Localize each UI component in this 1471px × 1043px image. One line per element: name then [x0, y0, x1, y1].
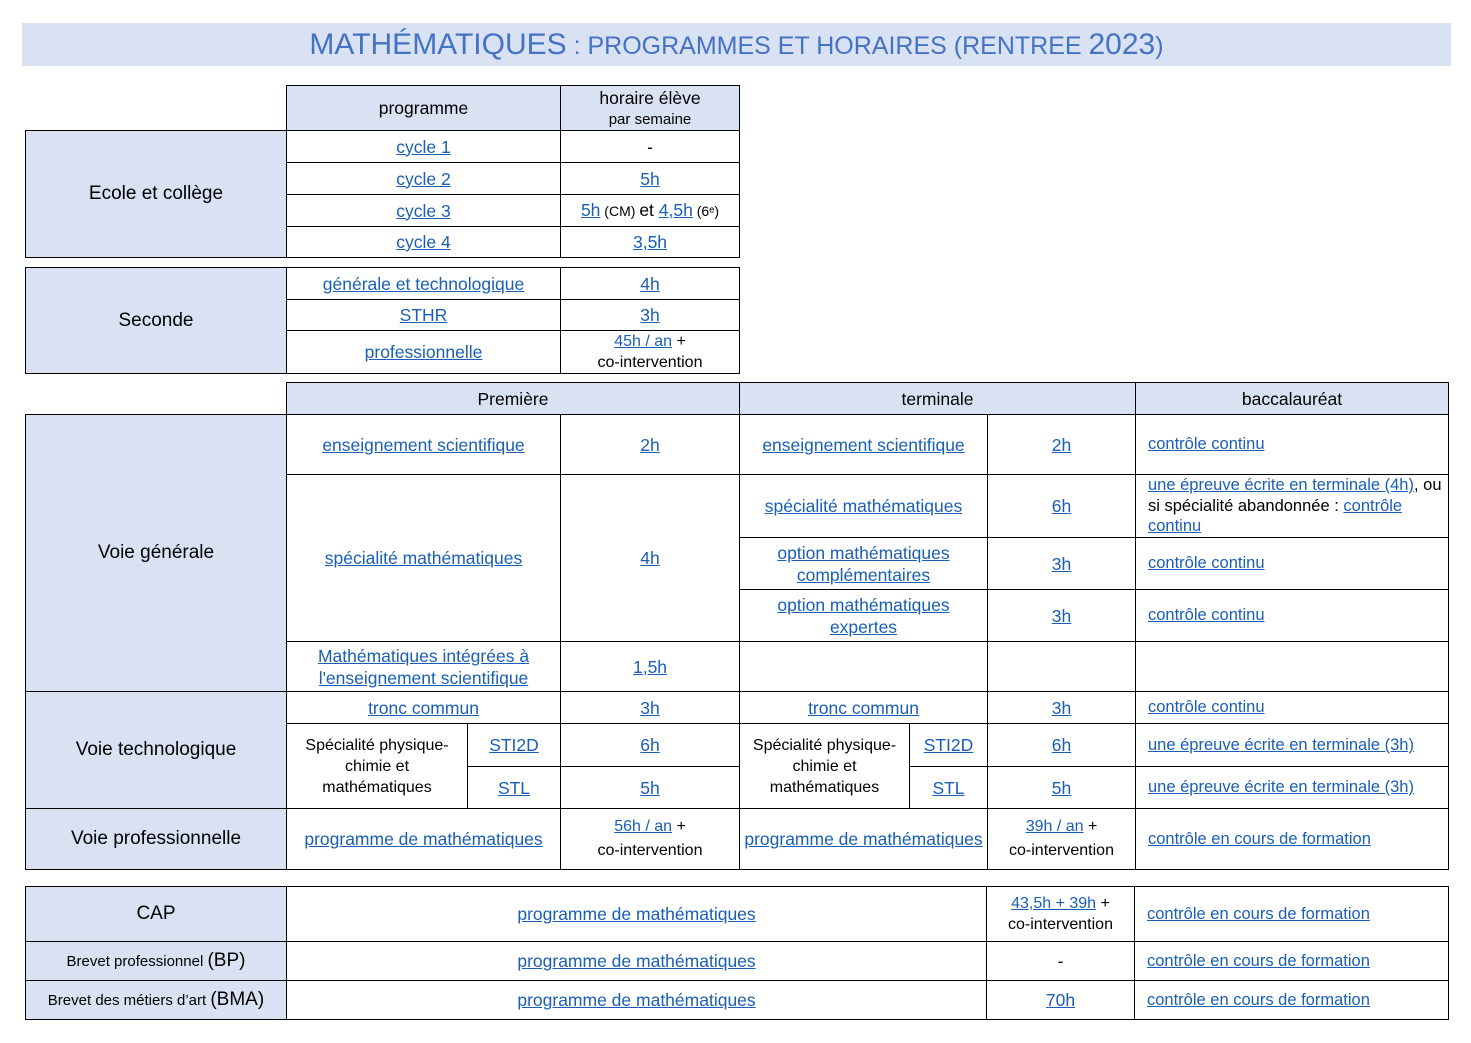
spe-label-premiere: Spécialité physique-chimie et mathématiques: [287, 724, 468, 809]
link-horaire-seconde-pro[interactable]: 45h / an: [614, 333, 673, 350]
link-horaire-comp-terminale[interactable]: 3h: [1051, 553, 1072, 574]
link-horaire-seconde-sthr[interactable]: 3h: [640, 305, 660, 325]
link-horaire-sti2d-terminale[interactable]: 6h: [1051, 735, 1072, 755]
link-horaire-stl-terminale[interactable]: 5h: [1051, 777, 1072, 798]
row-label-seconde: Seconde: [26, 268, 287, 374]
link-prog-pro-terminale[interactable]: programme de mathématiques: [744, 829, 983, 849]
link-horaire-cap[interactable]: 43,5h + 39h: [1011, 895, 1097, 912]
link-seconde-sthr[interactable]: STHR: [399, 305, 448, 325]
link-horaire-sti2d-premiere[interactable]: 6h: [640, 735, 660, 755]
link-stl-terminale[interactable]: STL: [932, 777, 965, 798]
row-label-bp: Brevet professionnel (BP): [26, 942, 287, 981]
link-bac-exp[interactable]: contrôle continu: [1148, 606, 1265, 625]
link-horaire-es-terminale[interactable]: 2h: [1051, 434, 1072, 455]
link-sti2d-premiere[interactable]: STI2D: [489, 735, 539, 755]
link-cycle-3[interactable]: cycle 3: [396, 200, 451, 221]
horaire-bp: -: [987, 942, 1135, 981]
link-horaire-seconde-gt[interactable]: 4h: [640, 273, 660, 294]
link-bac-tc[interactable]: contrôle continu: [1148, 698, 1265, 717]
link-horaire-bma[interactable]: 70h: [1045, 990, 1076, 1010]
link-horaire-tc-terminale[interactable]: 3h: [1051, 697, 1072, 718]
link-horaire-spe-premiere[interactable]: 4h: [640, 548, 660, 568]
link-sti2d-terminale[interactable]: STI2D: [923, 735, 974, 755]
link-horaire-cycle-2[interactable]: 5h: [640, 168, 660, 189]
link-stl-premiere[interactable]: STL: [497, 777, 531, 798]
table-ecole-college: programme horaire élève par semaine Ecole et collège cycle 1 - cycle 2 5h cycle 3 5h (CM) et 4,5h (6ᵉ) cycle 4 3,5h: [25, 85, 740, 258]
title-main: MATHÉMATIQUES: [309, 28, 567, 61]
link-horaire-spe-terminale[interactable]: 6h: [1051, 496, 1072, 516]
row-label-bma: Brevet des métiers d’art (BMA): [26, 981, 287, 1020]
link-bac-bp[interactable]: contrôle en cours de formation: [1147, 951, 1370, 970]
link-maths-integrees[interactable]: Mathématiques intégrées à l'enseignement scientifique: [317, 645, 530, 688]
link-horaire-cycle-4[interactable]: 3,5h: [632, 232, 668, 252]
link-horaire-tc-premiere[interactable]: 3h: [640, 697, 660, 718]
page-title: [22, 23, 1451, 66]
link-horaire-pro-terminale[interactable]: 39h / an: [1025, 818, 1084, 835]
row-label-cap: CAP: [26, 887, 287, 942]
link-seconde-gt[interactable]: générale et technologique: [322, 273, 525, 294]
row-label-ecole: Ecole et collège: [26, 131, 287, 258]
link-prog-pro-premiere[interactable]: programme de mathématiques: [304, 829, 543, 849]
link-cycle-1[interactable]: cycle 1: [396, 136, 451, 157]
header-premiere: Première: [287, 383, 740, 415]
link-horaire-es-premiere[interactable]: 2h: [640, 434, 660, 455]
link-spe-premiere[interactable]: spécialité mathématiques: [324, 548, 523, 568]
link-horaire-pro-premiere[interactable]: 56h / an: [614, 818, 673, 835]
row-label-voie-techno: Voie technologique: [26, 692, 287, 809]
link-bac-stl[interactable]: une épreuve écrite en terminale (3h): [1148, 778, 1414, 797]
link-bac-sti2d[interactable]: une épreuve écrite en terminale (3h): [1148, 735, 1414, 754]
header-baccalaureat: baccalauréat: [1136, 383, 1449, 415]
title-close: ): [1155, 32, 1164, 60]
link-tc-terminale[interactable]: tronc commun: [808, 697, 919, 718]
table-seconde: Seconde générale et technologique 4h STHR 3h professionnelle 45h / an + co-intervention: [25, 267, 740, 374]
link-bac-comp[interactable]: contrôle continu: [1148, 554, 1265, 573]
link-bac-spe-cc[interactable]: contrôle continu: [1148, 496, 1403, 536]
link-cycle-2[interactable]: cycle 2: [396, 168, 451, 189]
link-bac-es[interactable]: contrôle continu: [1148, 435, 1265, 454]
title-sep: :: [566, 32, 588, 60]
link-prog-cap[interactable]: programme de mathématiques: [517, 904, 756, 924]
link-bac-pro[interactable]: contrôle en cours de formation: [1148, 829, 1371, 848]
link-horaire-cycle-3-cm[interactable]: 5h: [580, 200, 601, 220]
link-horaire-exp-terminale[interactable]: 3h: [1051, 605, 1072, 626]
header-horaire: horaire élève par semaine: [561, 86, 740, 131]
link-seconde-pro[interactable]: professionnelle: [364, 342, 483, 362]
horaire-cycle-1: -: [561, 131, 740, 163]
row-label-voie-generale: Voie générale: [26, 415, 287, 692]
link-tc-premiere[interactable]: tronc commun: [368, 697, 479, 718]
table-cap-bp-bma: CAP programme de mathématiques 43,5h + 39h + co-intervention contrôle en cours de formation Brevet professionnel (BP) programme de mathématiques - contrôle en cours de formation Brevet des métiers d’art (BMA) programme de mathématiques 70h contrôle en cours de formation: [25, 886, 1449, 1020]
header-terminale: terminale: [740, 383, 1136, 415]
title-sub: PROGRAMMES ET HORAIRES (RENTREE: [587, 32, 1089, 60]
header-programme: programme: [287, 86, 561, 131]
link-prog-bp[interactable]: programme de mathématiques: [517, 951, 756, 971]
link-bac-cap[interactable]: contrôle en cours de formation: [1147, 904, 1370, 923]
link-exp-terminale[interactable]: option mathématiques expertes: [777, 594, 950, 637]
link-bac-bma[interactable]: contrôle en cours de formation: [1147, 990, 1370, 1009]
link-horaire-maths-integrees[interactable]: 1,5h: [632, 656, 668, 677]
link-horaire-cycle-3-6e[interactable]: 4,5h: [658, 200, 693, 220]
spe-label-terminale: Spécialité physique-chimie et mathématiques: [740, 724, 910, 809]
link-bac-spe-epreuve[interactable]: une épreuve écrite en terminale (4h): [1148, 476, 1414, 495]
link-comp-terminale[interactable]: option mathématiques complémentaires: [777, 542, 950, 585]
link-cycle-4[interactable]: cycle 4: [396, 232, 451, 252]
link-horaire-stl-premiere[interactable]: 5h: [640, 777, 660, 798]
link-spe-terminale[interactable]: spécialité mathématiques: [764, 496, 963, 516]
title-year: 2023: [1088, 28, 1156, 61]
link-es-terminale[interactable]: enseignement scientifique: [762, 434, 965, 455]
link-prog-bma[interactable]: programme de mathématiques: [517, 990, 756, 1010]
link-es-premiere[interactable]: enseignement scientifique: [322, 434, 525, 455]
row-label-voie-pro: Voie professionnelle: [26, 809, 287, 870]
table-lycee: Première terminale baccalauréat Voie générale enseignement scientifique 2h enseignement scientifique 2h contrôle continu spécialité mathématiques 4h spécialité mathématiques 6h une épreuve écrite en terminale (4h), ou si spécialité abandonnée : contrôle continu option mathématiques complémentaires 3h contrôle continu option mathématiques expertes 3h contrôle continu Mathématiques intégrées à l'enseignement scientifique 1,5h Voie technologique tronc commun 3h tronc commun 3h contrôle continu Spécialité physique-chimie et mathématiques STI2D 6h Spécialité physique-chimie et mathématiques STI2D 6h une épreuve écrite en terminale (3h) STL 5h STL 5h une épreuve écrite en terminale (3h) Voie professionnelle programme de mathématiques 56h / an + co-intervention programme de mathématiques 39h / an + co-intervention contrôle en cours de formation: [25, 382, 1449, 870]
